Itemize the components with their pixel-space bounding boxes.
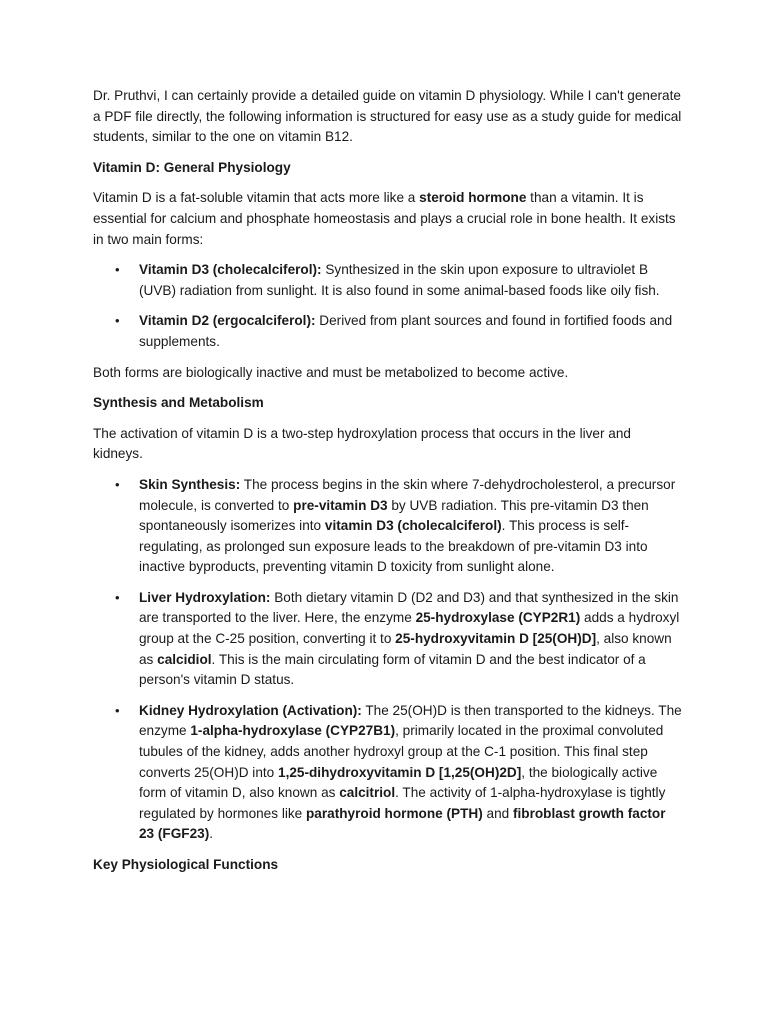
bold-term: 1,25-dihydroxyvitamin D [1,25(OH)2D]: [278, 764, 522, 780]
text-span: by UVB radiation. This pre-vitamin D3 then spontaneously isomerizes into: [139, 497, 649, 534]
document-page: [93, 86, 683, 886]
bold-term: calcitriol: [339, 785, 396, 801]
bold-term: steroid hormone: [419, 190, 527, 206]
bold-term: Kidney Hydroxylation (Activation):: [139, 702, 362, 718]
list-item-d2: [93, 311, 683, 352]
list-item-kidney-hydroxylation: [93, 701, 683, 845]
text-span: The process begins in the skin where 7-dehydrocholesterol, a precursor molecule, is converted to: [139, 476, 676, 513]
heading-synthesis-metabolism: Synthesis and Metabolism: [93, 395, 264, 411]
bold-term: pre-vitamin D3: [293, 497, 388, 513]
text-span: .: [209, 826, 214, 842]
forms-closing-paragraph: Both forms are biologically inactive and must be metabolized to become active.: [93, 364, 569, 380]
text-span: , primarily located in the proximal convoluted tubules of the kidney, adds another hydroxyl group at the C-1 position. This final step converts 25(OH)D into: [139, 723, 664, 780]
general-paragraph: [93, 188, 683, 250]
list-item-skin-synthesis: [93, 475, 683, 578]
text-span: The 25(OH)D is then transported to the kidneys. The enzyme: [139, 702, 682, 739]
bold-term: 25-hydroxylase (CYP2R1): [415, 610, 581, 626]
bold-term: Vitamin D2 (ergocalciferol):: [139, 313, 316, 329]
list-item-liver-hydroxylation: [93, 588, 683, 691]
bold-term: vitamin D3 (cholecalciferol): [324, 518, 502, 534]
text-span: . The activity of 1-alpha-hydroxylase is tightly regulated by hormones like: [139, 785, 666, 821]
bold-term: Liver Hydroxylation:: [139, 589, 271, 605]
heading-general-physiology: Vitamin D: General Physiology: [93, 159, 291, 175]
text-span: and: [482, 805, 513, 821]
text-span: Vitamin D is a fat-soluble vitamin that acts more like a: [93, 190, 420, 206]
text-span: than a vitamin. It is essential for calcium and phosphate homeostasis and plays a crucial role in bone health. It exists in two main forms:: [93, 190, 676, 247]
bold-term: 25-hydroxyvitamin D [25(OH)D]: [395, 631, 597, 647]
text-span: , the biologically active form of vitamin D, also known as: [139, 764, 658, 801]
text-span: , also known as: [139, 631, 672, 667]
text-span: . This is the main circulating form of vitamin D and the best indicator of a person's vitamin D status.: [139, 651, 646, 688]
text-span: Both dietary vitamin D (D2 and D3) and that synthesized in the skin are transported to the liver. Here, the enzyme: [139, 589, 679, 626]
bold-term: Vitamin D3 (cholecalciferol):: [139, 262, 322, 278]
bold-term: 1-alpha-hydroxylase (CYP27B1): [190, 723, 396, 739]
synthesis-intro-paragraph: The activation of vitamin D is a two-step hydroxylation process that occurs in the liver and kidneys.: [93, 425, 631, 462]
text-span: Derived from plant sources and found in fortified foods and supplements.: [139, 313, 673, 349]
bold-term: fibroblast growth factor 23 (FGF23): [139, 805, 666, 842]
vitamin-forms-list: [93, 260, 683, 352]
bold-term: parathyroid hormone (PTH): [306, 805, 483, 821]
heading-key-physiological-functions: Key Physiological Functions: [93, 857, 279, 872]
text-span: . This process is self-regulating, as prolonged sun exposure leads to the breakdown of pre-vitamin D3 into inactive byproducts, preventing vitamin D toxicity from sunlight alone.: [139, 518, 648, 575]
synthesis-steps-list: [93, 475, 683, 845]
list-item-d3: [93, 260, 683, 301]
bold-term: calcidiol: [157, 651, 212, 667]
bold-term: Skin Synthesis:: [139, 476, 241, 492]
text-span: adds a hydroxyl group at the C-25 position, converting it to: [139, 610, 680, 647]
text-span: Synthesized in the skin upon exposure to ultraviolet B (UVB) radiation from sunlight. It is also found in some animal-based foods like oily fish.: [139, 262, 660, 298]
intro-paragraph: Dr. Pruthvi, I can certainly provide a detailed guide on vitamin D physiology. While I can't generate a PDF file directly, the following information is structured for easy use as a study guide for medical students, similar to the one on vitamin B12.: [93, 88, 682, 145]
